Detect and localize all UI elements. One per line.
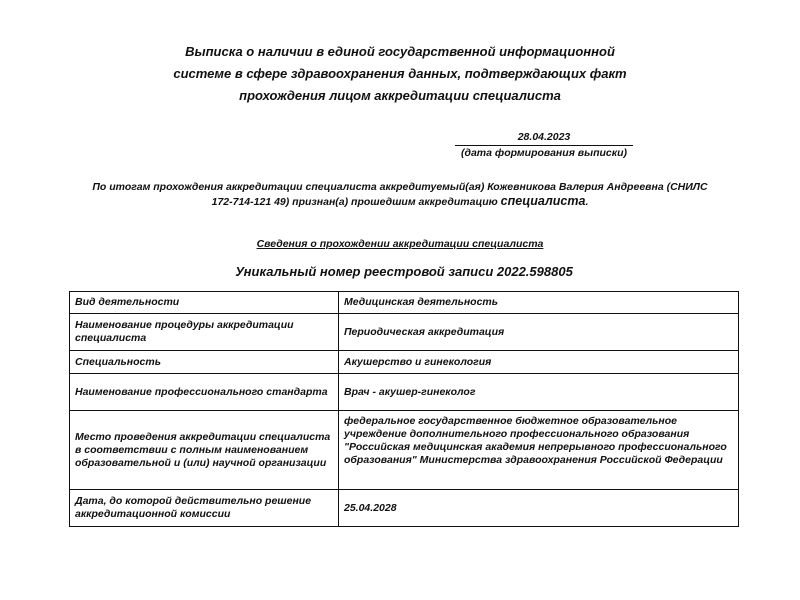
- row-value: Акушерство и гинекология: [339, 351, 739, 374]
- intro-line: По итогам прохождения аккредитации специалиста аккредитуемый(ая) Кожевникова Валерия Андреевна (СНИЛС: [92, 181, 708, 193]
- section-title: Сведения о прохождении аккредитации специалиста: [256, 238, 544, 250]
- row-value: 25.04.2028: [339, 490, 739, 527]
- row-label: Вид деятельности: [70, 292, 339, 314]
- row-label: Место проведения аккредитации специалиста в соответствии с полным наименованием образовательной и (или) научной организации: [70, 411, 339, 490]
- issue-date-block: [455, 131, 633, 160]
- row-label: Специальность: [70, 351, 339, 374]
- issue-date-caption: (дата формирования выписки): [460, 147, 628, 159]
- row-label: Наименование процедуры аккредитации специалиста: [70, 314, 339, 351]
- document-title: [100, 41, 700, 107]
- row-value: федеральное государственное бюджетное образовательное учреждение дополнительного профессионального образования "Российская медицинская академия непрерывного профессионального образования" Министерства здравоохранения Российской Федерации: [339, 411, 739, 490]
- row-label: Наименование профессионального стандарта: [70, 374, 339, 411]
- intro-text: 172-714-121 49) признан(а) прошедшим аккредитацию: [211, 196, 501, 208]
- row-value: Медицинская деятельность: [339, 292, 739, 314]
- intro-specialist-word: специалиста: [500, 194, 586, 208]
- intro-line: [60, 194, 740, 209]
- issue-date: 28.04.2023: [455, 131, 633, 146]
- row-value: Периодическая аккредитация: [339, 314, 739, 351]
- table-row: [70, 351, 739, 374]
- title-line: Выписка о наличии в единой государственной информационной: [185, 44, 615, 59]
- accreditation-info-table: [69, 291, 739, 527]
- table-row: [70, 292, 739, 314]
- intro-paragraph: [60, 180, 740, 209]
- row-label: Дата, до которой действительно решение аккредитационной комиссии: [70, 490, 339, 527]
- registry-number: Уникальный номер реестровой записи 2022.598805: [235, 264, 573, 279]
- title-line: системе в сфере здравоохранения данных, подтверждающих факт: [173, 66, 627, 81]
- table-row: [70, 374, 739, 411]
- intro-period: .: [585, 196, 589, 208]
- table-row: [70, 314, 739, 351]
- title-line: прохождения лицом аккредитации специалиста: [239, 88, 561, 103]
- table-row: [70, 490, 739, 527]
- table-row: [70, 411, 739, 490]
- row-value: Врач - акушер-гинеколог: [339, 374, 739, 411]
